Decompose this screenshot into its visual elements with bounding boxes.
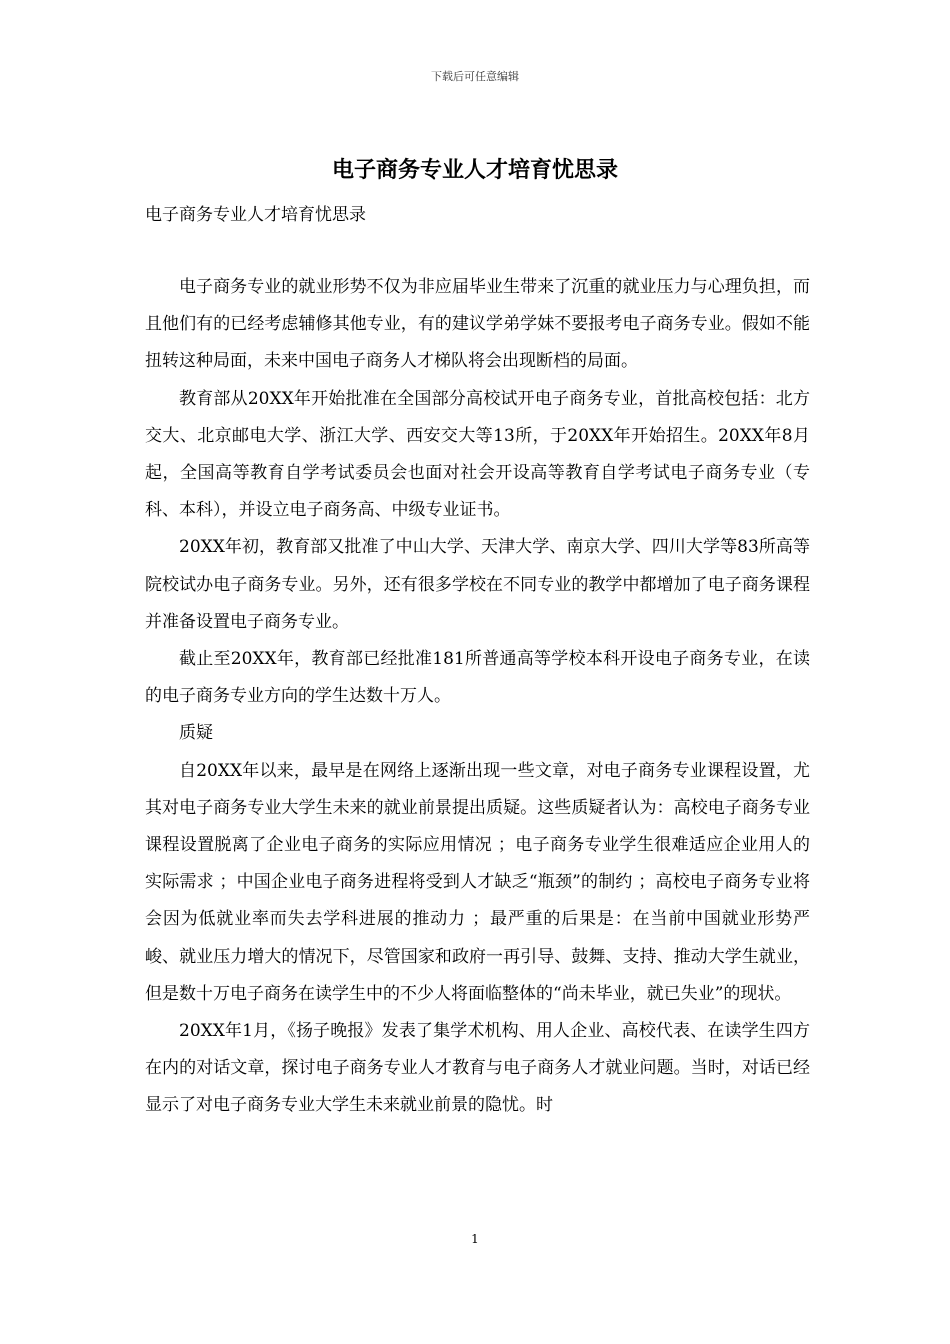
paragraph: 20XX年1月，《扬子晚报》发表了集学术机构、用人企业、高校代表、在读学生四方在内的对话文章，探讨电子商务专业人才教育与电子商务人才就业问题。当时，对话已经显示了对电子商务专业大学生未来就业前景的隐忧。时 — [145, 1021, 810, 1116]
paragraph: 20XX年初，教育部又批准了中山大学、天津大学、南京大学、四川大学等83所高等院校试办电子商务专业。另外，还有很多学校在不同专业的教学中都增加了电子商务课程并准备设置电子商务专业。 — [145, 537, 810, 632]
paragraph: 电子商务专业的就业形势不仅为非应届毕业生带来了沉重的就业压力与心理负担，而且他们有的已经考虑辅修其他专业，有的建议学弟学妹不要报考电子商务专业。假如不能扭转这种局面，未来中国电子商务人才梯队将会出现断档的局面。 — [145, 277, 810, 372]
paragraph: 截止至20XX年，教育部已经批准181所普通高等学校本科开设电子商务专业，在读的电子商务专业方向的学生达数十万人。 — [145, 649, 810, 707]
page-header-note: 下载后可任意编辑 — [431, 70, 519, 83]
paragraph: 教育部从20XX年开始批准在全国部分高校试开电子商务专业，首批高校包括：北方交大、北京邮电大学、浙江大学、西安交大等13所，于20XX年开始招生。20XX年8月起，全国高等教育自学考试委员会也面对社会开设高等教育自学考试电子商务专业（专科、本科），并设立电子商务高、中级专业证书。 — [145, 388, 810, 521]
section-heading: 质疑 — [179, 723, 213, 744]
document-title: 电子商务专业人才培育忧思录 — [331, 157, 618, 183]
document-body — [145, 269, 810, 1125]
document-subtitle: 电子商务专业人才培育忧思录 — [145, 205, 366, 225]
paragraph: 自20XX年以来，最早是在网络上逐渐出现一些文章，对电子商务专业课程设置，尤其对电子商务专业大学生未来的就业前景提出质疑。这些质疑者认为：高校电子商务专业课程设置脱离了企业电子商务的实际应用情况 ；电子商务专业学生很难适应企业用人的实际需求 ；中国企业电子商务进程将受到人才缺乏“瓶颈”的制约 ；高校电子商务专业将会因为低就业率而失去学科进展的推动力 ；最严重的后果是：在当前中国就业形势严峻、就业压力增大的情况下，尽管国家和政府一再引导、鼓舞、支持、推动大学生就业，但是数十万电子商务在读学生中的不少人将面临整体的“尚未毕业，就已失业”的现状。 — [145, 760, 810, 1004]
page-number: 1 — [471, 1232, 479, 1246]
